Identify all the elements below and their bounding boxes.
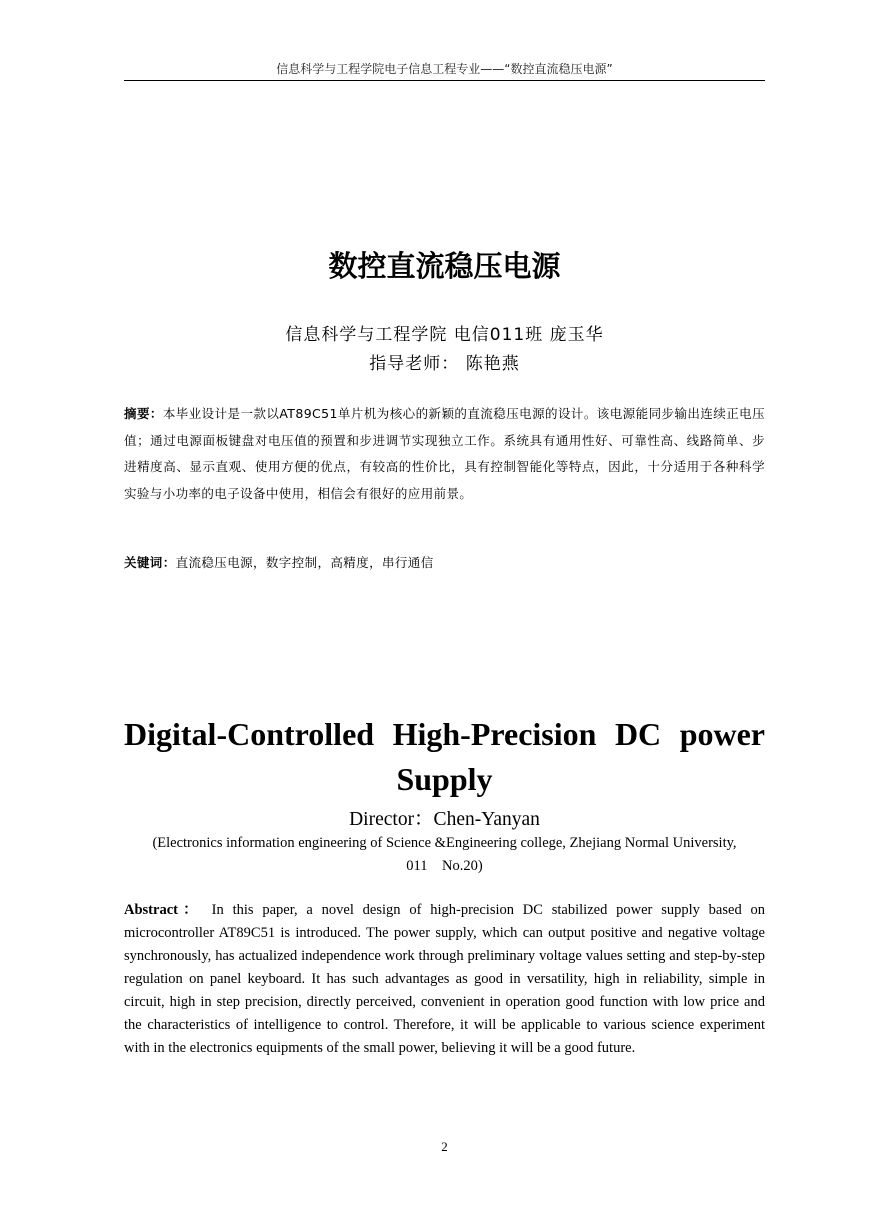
english-abstract-text: In this paper, a novel design of high-precision DC stabilized power supply based on microcontroller AT89C51 is introduced. The power supply, which can output positive and negative voltage synchronously, has actualized independence work through preliminary voltage values setting and step-by-step regulation on panel keyboard. It has such advantages as good in versatility, high in reliability, simple in circuit, high in step precision, directly perceived, convenient in operation good function with low price and the characteristics of intelligence to control. Therefore, it will be applicable to various science experiment with in the electronics equipments of the small power, believing it will be a good future.: [124, 902, 766, 1056]
chinese-keywords: [124, 550, 765, 576]
english-title-line-1: Digital-Controlled High-Precision DC power: [124, 716, 765, 752]
english-affiliation-line-1: (Electronics information engineering of Science &Engineering college, Zhejiang Normal University,: [152, 835, 737, 851]
chinese-title: 数控直流稳压电源: [328, 249, 561, 283]
chinese-abstract-label: 摘要：: [124, 406, 163, 421]
chinese-keywords-label: 关键词：: [124, 555, 176, 570]
english-abstract-label: Abstract：: [124, 902, 203, 918]
english-title-line-2: Supply: [396, 761, 493, 797]
chinese-author-line: 信息科学与工程学院 电信011班 庞玉华: [285, 325, 604, 345]
running-header: 信息科学与工程学院电子信息工程专业——“数控直流稳压电源”: [276, 62, 613, 76]
english-affiliation-line-2: 011 No.20): [406, 858, 483, 874]
english-director: Director：Chen-Yanyan: [349, 809, 540, 830]
chinese-advisor-line: 指导老师： 陈艳燕: [369, 354, 520, 374]
chinese-abstract: [124, 401, 765, 507]
english-affiliation: [124, 832, 765, 878]
chinese-abstract-text: 本毕业设计是一款以AT89C51单片机为核心的新颖的直流稳压电源的设计。该电源能同步输出连续正电压值；通过电源面板键盘对电压值的预置和步进调节实现独立工作。系统具有通用性好、可靠性高、线路简单、步进精度高、显示直观、使用方便的优点，有较高的性价比，具有控制智能化等特点，因此，十分适用于各种科学实验与小功率的电子设备中使用，相信会有很好的应用前景。: [124, 406, 766, 501]
english-abstract: [124, 899, 765, 1060]
english-title: [124, 712, 765, 802]
header-divider: [124, 80, 765, 81]
page-number: 2: [441, 1139, 448, 1154]
chinese-keywords-text: 直流稳压电源，数字控制，高精度，串行通信: [175, 555, 434, 570]
